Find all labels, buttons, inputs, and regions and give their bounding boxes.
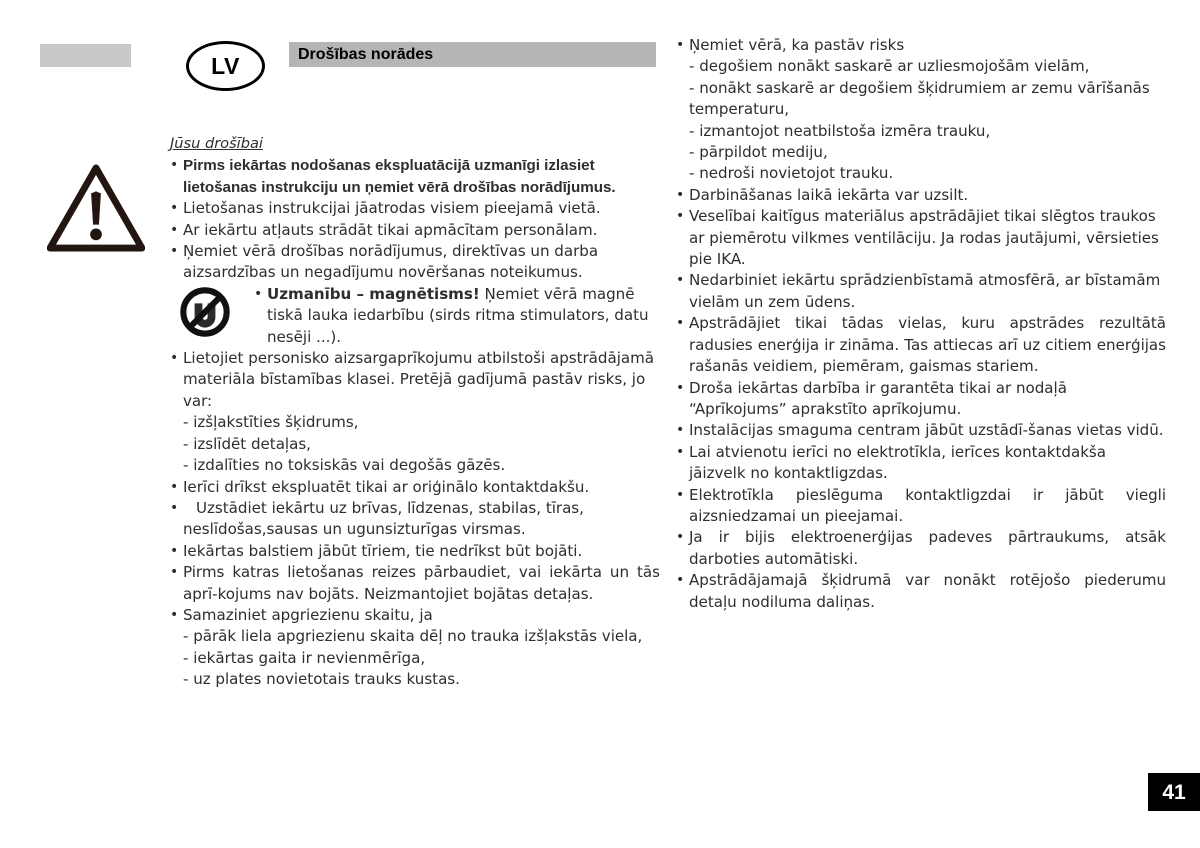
sub-list-item [170, 648, 660, 669]
list-item-text: Ierīci drīkst ekspluatēt tikai ar oriģinālo kontaktdakšu. [183, 477, 590, 496]
list-item-text: Ņemiet vērā, ka pastāv risks [689, 36, 905, 54]
sub-list-item [676, 56, 1166, 77]
list-item [676, 378, 1166, 421]
list-item [676, 313, 1166, 377]
sub-list-item [170, 434, 660, 455]
sub-list-item-text: - iekārtas gaita ir nevienmērīga, [183, 648, 426, 667]
list-item-text: Ja ir bijis elektroenerģijas padeves pārtraukums, atsāk darboties automātiski. [689, 528, 1166, 568]
list-item [676, 442, 1166, 485]
list-item-text: Elektrotīkla pieslēguma kontaktligzdai ir jābūt viegli aizsniedzamai un pieejamai. [689, 485, 1166, 525]
page-number-badge [1148, 773, 1200, 811]
sub-list-item [676, 142, 1166, 163]
bullet-marker: • [170, 350, 179, 367]
list-item [170, 562, 660, 605]
list-item [676, 206, 1166, 270]
sub-list-item-text: - izmantojot neatbilstoša izmēra trauku, [689, 121, 991, 140]
bullet-marker: • [676, 186, 685, 203]
bullet-marker: • [676, 443, 685, 460]
sub-list-item [170, 412, 660, 433]
sub-list-item-text: - nonākt saskarē ar degošiem šķidrumiem ar zemu vārīšanās temperaturu, [689, 78, 1150, 119]
list-item-text: Lai atvienotu ierīci no elektrotīkla, ierīces kontaktdakša jāizvelk no kontaktligzdas. [689, 442, 1106, 483]
bullet-marker: • [170, 157, 179, 174]
list-item-text [267, 284, 660, 348]
list-item [676, 570, 1166, 613]
list-item [170, 220, 660, 241]
list-item-text: Apstrādājamajā šķidrumā var nonākt rotējošo piederumu detaļu nodiluma daliņas. [689, 571, 1166, 611]
magnet-warning-lead: Uzmanību – magnētisms! [267, 284, 480, 303]
list-item [676, 185, 1166, 206]
magnet-warning-body: Ņemiet vērā magnē tiskā lauka iedarbību (sirds ritma stimulators, datu nesēji ...). [267, 284, 649, 346]
page-title-bar [289, 42, 656, 67]
list-item [676, 35, 1166, 56]
sub-list-item-text: - izdalīties no toksiskās vai degošās gāzēs. [183, 456, 506, 475]
country-code-label: LV [211, 52, 240, 79]
sub-list-item-text: - pārāk liela apgriezienu skaita dēļ no trauka izšļakstās viela, [183, 627, 643, 646]
sub-list-item [170, 626, 660, 647]
left-text-column [170, 133, 660, 691]
sub-list-item [676, 121, 1166, 142]
sub-list-item-text: - nedroši novietojot trauku. [689, 164, 894, 183]
list-item-text: Iekārtas balstiem jābūt tīriem, tie nedrīkst būt bojāti. [183, 541, 583, 560]
sub-list-item-text: - izslīdēt detaļas, [183, 434, 311, 453]
bullet-marker: • [170, 542, 179, 559]
right-text-column [676, 35, 1166, 613]
bullet-marker: • [676, 572, 685, 589]
list-item-text: Ar iekārtu atļauts strādāt tikai apmācītam personālam. [183, 220, 598, 239]
bullet-marker: • [170, 478, 179, 495]
header-gray-placeholder-box [40, 44, 131, 67]
sub-list-item [676, 163, 1166, 184]
left-subheading: Jūsu drošībai [170, 135, 263, 152]
bullet-marker: • [254, 285, 263, 302]
country-code-oval-icon [186, 41, 265, 91]
sub-list-item-text: - pārpildot mediju, [689, 143, 828, 162]
sub-list-item-text: - uz plates novietotais trauks kustas. [183, 670, 460, 689]
list-item-text: Nedarbiniet iekārtu sprādzienbīstamā atmosfērā, ar bīstamām vielām un zem ūdens. [689, 271, 1161, 311]
list-item [676, 485, 1166, 528]
bullet-marker: • [676, 529, 685, 546]
bullet-marker: • [676, 379, 685, 396]
list-item [170, 241, 660, 284]
list-item-text: Veselībai kaitīgus materiālus apstrādājiet tikai slēgtos traukos ar piemērotu vilkmes ventilāciju. Ja rodas jautājumi, vērsieties pie IKA. [689, 207, 1159, 269]
list-item [170, 498, 660, 541]
warning-triangle-icon [47, 164, 145, 252]
list-item [254, 284, 660, 348]
list-item-text: Lietojiet personisko aizsargaprīkojumu atbilstoši apstrādājamā materiāla bīstamības klasei. Pretējā gadījumā pastāv risks, jo var: [183, 349, 655, 410]
list-item [170, 477, 660, 498]
list-item [170, 605, 660, 626]
bullet-marker: • [676, 422, 685, 439]
sub-list-item-text: - izšļakstīties šķidrums, [183, 413, 359, 432]
page-title: Drošības norādes [298, 45, 434, 63]
list-item [170, 155, 660, 198]
list-item [676, 420, 1166, 441]
magnet-warning-block [170, 284, 660, 348]
bullet-marker: • [676, 208, 685, 225]
list-item [676, 527, 1166, 570]
list-item-text: Pirms iekārtas nodošanas ekspluatācijā uzmanīgi izlasiet lietošanas instrukciju un ņemiet vērā drošības norādījumus. [183, 157, 616, 196]
bullet-marker: • [170, 606, 179, 623]
page-number-label: 41 [1162, 780, 1186, 804]
bullet-marker: • [170, 200, 179, 217]
sub-list-item [170, 669, 660, 690]
sub-list-item [170, 455, 660, 476]
list-item-text: Ņemiet vērā drošības norādījumus, direktīvas un darba aizsardzības un negadījumu novēršanas noteikumus. [183, 242, 599, 282]
list-item [170, 348, 660, 412]
list-item-text: Samaziniet apgriezienu skaitu, ja [183, 605, 433, 624]
sub-list-item-text: - degošiem nonākt saskarē ar uzliesmojošām vielām, [689, 57, 1090, 76]
list-item [170, 541, 660, 562]
list-item-text: Apstrādājiet tikai tādas vielas, kuru apstrādes rezultātā radusies enerģija ir zināma. Tas attiecas arī uz citiem enerģijas rašanās veidiem, piemēram, gaismas stariem. [689, 314, 1166, 376]
list-item-text: Lietošanas instrukcijai jāatrodas visiem pieejamā vietā. [183, 199, 601, 218]
list-item-text: Droša iekārtas darbība ir garantēta tikai ar nodaļā “Aprīkojums” aprakstīto aprīkojumu. [689, 378, 1067, 418]
bullet-marker: • [676, 486, 685, 503]
bullet-marker: • [676, 272, 685, 289]
list-item-text: Instalācijas smaguma centram jābūt uzstādī-šanas vietas vidū. [689, 421, 1164, 440]
bullet-marker: • [676, 37, 685, 53]
bullet-marker: • [170, 499, 179, 516]
bullet-marker: • [676, 315, 685, 332]
no-magnet-icon [179, 286, 231, 338]
bullet-marker: • [170, 221, 179, 238]
sub-list-item [676, 78, 1166, 121]
bullet-marker: • [170, 564, 179, 581]
list-item [170, 198, 660, 219]
list-item-text: Uzstādiet iekārtu uz brīvas, līdzenas, stabilas, tīras, neslīdošas,sausas un ugunsizturīgas virsmas. [183, 498, 584, 539]
list-item [676, 270, 1166, 313]
list-item-text: Pirms katras lietošanas reizes pārbaudiet, vai iekārta un tās aprī-kojums nav bojāts. Neizmantojiet bojātas detaļas. [183, 563, 660, 603]
list-item-text: Darbināšanas laikā iekārta var uzsilt. [689, 185, 969, 204]
bullet-marker: • [170, 243, 179, 260]
